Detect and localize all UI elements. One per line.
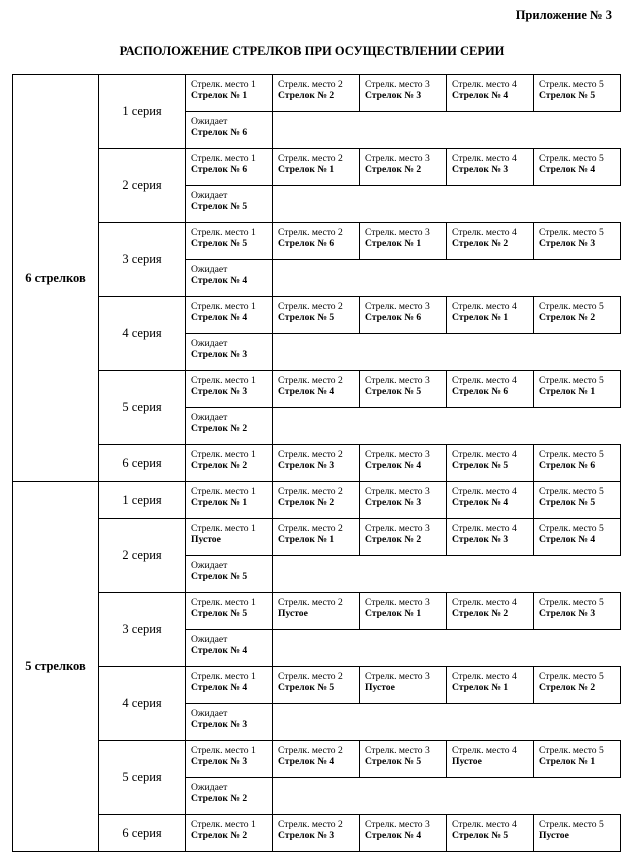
waiting-cell: [186, 556, 273, 593]
waiting-shooter: Стрелок № 3: [191, 349, 248, 360]
place-label: Стрелк. место 1: [191, 375, 256, 386]
position-cell: [273, 815, 360, 852]
shooter-label: Стрелок № 3: [365, 497, 422, 508]
appendix-label: Приложение № 3: [515, 8, 612, 22]
position-cell: [360, 519, 447, 556]
shooter-label: Стрелок № 2: [278, 90, 335, 101]
series-label: 2 серия: [99, 519, 186, 593]
position-cell: [447, 815, 534, 852]
place-label: Стрелк. место 4: [452, 745, 517, 756]
shooter-label: Стрелок № 2: [191, 830, 248, 841]
place-label: Стрелк. место 5: [539, 486, 604, 497]
shooter-label: Стрелок № 4: [365, 460, 422, 471]
position-cell: [447, 371, 534, 408]
series-label: 1 серия: [99, 482, 186, 519]
place-label: Стрелк. место 3: [365, 375, 430, 386]
series-label: 3 серия: [99, 223, 186, 297]
waiting-cell: [186, 704, 273, 741]
shooter-positions-table: [12, 74, 621, 852]
place-label: Стрелк. место 1: [191, 227, 256, 238]
position-cell: [447, 149, 534, 186]
position-cell: [534, 519, 621, 556]
place-label: Стрелк. место 3: [365, 486, 430, 497]
waiting-label: Ожидает: [191, 634, 228, 645]
place-label: Стрелк. место 5: [539, 79, 604, 90]
position-cell: [186, 593, 273, 630]
waiting-cell: [186, 334, 273, 371]
empty-area: [273, 260, 621, 297]
position-cell: [273, 445, 360, 482]
position-cell: [447, 75, 534, 112]
position-cell: [360, 667, 447, 704]
shooter-label: Стрелок № 5: [539, 90, 596, 101]
place-label: Стрелк. место 2: [278, 153, 343, 164]
shooter-label: Стрелок № 4: [539, 164, 596, 175]
empty-area: [273, 408, 621, 445]
place-label: Стрелк. место 3: [365, 523, 430, 534]
series-label: 5 серия: [99, 741, 186, 815]
place-label: Стрелк. место 2: [278, 523, 343, 534]
position-cell: [273, 371, 360, 408]
series-row: [13, 815, 621, 852]
position-cell: [360, 149, 447, 186]
empty-area: [273, 778, 621, 815]
position-cell: [273, 741, 360, 778]
position-cell: [534, 297, 621, 334]
position-cell: [534, 223, 621, 260]
shooter-label: Стрелок № 2: [365, 534, 422, 545]
shooter-label: Стрелок № 1: [452, 682, 509, 693]
position-cell: [186, 815, 273, 852]
place-label: Стрелк. место 2: [278, 375, 343, 386]
series-label: 3 серия: [99, 593, 186, 667]
place-label: Стрелк. место 1: [191, 819, 256, 830]
shooter-label: Пустое: [278, 608, 308, 619]
series-label: 5 серия: [99, 371, 186, 445]
position-cell: [360, 297, 447, 334]
shooter-label: Стрелок № 3: [539, 608, 596, 619]
waiting-cell: [186, 186, 273, 223]
place-label: Стрелк. место 5: [539, 597, 604, 608]
position-cell: [534, 445, 621, 482]
position-cell: [360, 75, 447, 112]
place-label: Стрелк. место 4: [452, 449, 517, 460]
shooter-label: Стрелок № 1: [539, 386, 596, 397]
position-cell: [360, 223, 447, 260]
place-label: Стрелк. место 4: [452, 227, 517, 238]
place-label: Стрелк. место 2: [278, 671, 343, 682]
shooter-label: Стрелок № 4: [539, 534, 596, 545]
series-row: [13, 667, 621, 704]
place-label: Стрелк. место 1: [191, 745, 256, 756]
shooter-label: Стрелок № 4: [278, 756, 335, 767]
shooter-label: Стрелок № 2: [191, 460, 248, 471]
shooter-label: Стрелок № 6: [452, 386, 509, 397]
shooter-label: Стрелок № 4: [191, 682, 248, 693]
series-row: [13, 297, 621, 334]
series-row: [13, 519, 621, 556]
place-label: Стрелк. место 1: [191, 301, 256, 312]
position-cell: [186, 371, 273, 408]
place-label: Стрелк. место 3: [365, 671, 430, 682]
shooter-label: Стрелок № 5: [278, 312, 335, 323]
place-label: Стрелк. место 3: [365, 597, 430, 608]
place-label: Стрелк. место 3: [365, 153, 430, 164]
shooter-label: Стрелок № 4: [452, 90, 509, 101]
shooter-label: Пустое: [365, 682, 395, 693]
position-cell: [186, 149, 273, 186]
place-label: Стрелк. место 1: [191, 486, 256, 497]
place-label: Стрелк. место 3: [365, 745, 430, 756]
place-label: Стрелк. место 2: [278, 227, 343, 238]
place-label: Стрелк. место 3: [365, 227, 430, 238]
series-row: [13, 482, 621, 519]
position-cell: [360, 445, 447, 482]
series-row: [13, 371, 621, 408]
shooter-label: Стрелок № 5: [278, 682, 335, 693]
waiting-label: Ожидает: [191, 412, 228, 423]
shooter-label: Стрелок № 1: [191, 497, 248, 508]
position-cell: [534, 75, 621, 112]
shooter-label: Стрелок № 1: [365, 608, 422, 619]
waiting-shooter: Стрелок № 6: [191, 127, 248, 138]
position-cell: [534, 741, 621, 778]
shooter-label: Стрелок № 5: [365, 756, 422, 767]
shooter-label: Стрелок № 1: [278, 534, 335, 545]
waiting-label: Ожидает: [191, 782, 228, 793]
waiting-cell: [186, 260, 273, 297]
place-label: Стрелк. место 1: [191, 523, 256, 534]
waiting-cell: [186, 112, 273, 149]
series-label: 6 серия: [99, 815, 186, 852]
shooter-label: Стрелок № 4: [191, 312, 248, 323]
series-label: 4 серия: [99, 667, 186, 741]
empty-area: [273, 186, 621, 223]
position-cell: [273, 297, 360, 334]
position-cell: [447, 593, 534, 630]
series-label: 2 серия: [99, 149, 186, 223]
place-label: Стрелк. место 4: [452, 486, 517, 497]
place-label: Стрелк. место 4: [452, 153, 517, 164]
shooter-label: Стрелок № 5: [539, 497, 596, 508]
waiting-label: Ожидает: [191, 264, 228, 275]
shooter-label: Стрелок № 5: [452, 460, 509, 471]
shooter-label: Стрелок № 3: [365, 90, 422, 101]
place-label: Стрелк. место 4: [452, 79, 517, 90]
place-label: Стрелк. место 4: [452, 301, 517, 312]
position-cell: [360, 741, 447, 778]
position-cell: [447, 297, 534, 334]
group-label: 5 стрелков: [13, 482, 99, 852]
shooter-label: Стрелок № 2: [452, 238, 509, 249]
place-label: Стрелк. место 2: [278, 597, 343, 608]
position-cell: [534, 815, 621, 852]
place-label: Стрелк. место 4: [452, 375, 517, 386]
position-cell: [447, 445, 534, 482]
shooter-label: Стрелок № 3: [191, 756, 248, 767]
position-cell: [360, 371, 447, 408]
position-cell: [534, 482, 621, 519]
shooter-label: Стрелок № 3: [452, 534, 509, 545]
waiting-label: Ожидает: [191, 338, 228, 349]
shooter-label: Стрелок № 6: [539, 460, 596, 471]
shooter-label: Стрелок № 6: [278, 238, 335, 249]
place-label: Стрелк. место 4: [452, 671, 517, 682]
series-row: [13, 741, 621, 778]
position-cell: [447, 741, 534, 778]
series-row: [13, 149, 621, 186]
waiting-shooter: Стрелок № 2: [191, 793, 248, 804]
place-label: Стрелк. место 5: [539, 745, 604, 756]
waiting-shooter: Стрелок № 5: [191, 201, 248, 212]
position-cell: [534, 593, 621, 630]
position-cell: [534, 149, 621, 186]
place-label: Стрелк. место 2: [278, 301, 343, 312]
position-cell: [360, 482, 447, 519]
place-label: Стрелк. место 3: [365, 819, 430, 830]
series-label: 1 серия: [99, 75, 186, 149]
waiting-label: Ожидает: [191, 116, 228, 127]
group-label: 6 стрелков: [13, 75, 99, 482]
position-cell: [447, 223, 534, 260]
place-label: Стрелк. место 5: [539, 227, 604, 238]
shooter-label: Стрелок № 2: [539, 682, 596, 693]
shooter-label: Стрелок № 1: [539, 756, 596, 767]
series-label: 4 серия: [99, 297, 186, 371]
shooter-label: Пустое: [191, 534, 221, 545]
waiting-cell: [186, 630, 273, 667]
empty-area: [273, 630, 621, 667]
place-label: Стрелк. место 3: [365, 449, 430, 460]
place-label: Стрелк. место 1: [191, 671, 256, 682]
waiting-shooter: Стрелок № 4: [191, 645, 248, 656]
position-cell: [534, 667, 621, 704]
shooter-label: Стрелок № 2: [452, 608, 509, 619]
place-label: Стрелк. место 5: [539, 375, 604, 386]
place-label: Стрелк. место 3: [365, 79, 430, 90]
series-row: [13, 593, 621, 630]
waiting-shooter: Стрелок № 2: [191, 423, 248, 434]
place-label: Стрелк. место 2: [278, 79, 343, 90]
shooter-label: Стрелок № 1: [278, 164, 335, 175]
position-cell: [360, 593, 447, 630]
position-cell: [186, 75, 273, 112]
place-label: Стрелк. место 1: [191, 153, 256, 164]
shooter-label: Стрелок № 1: [191, 90, 248, 101]
waiting-cell: [186, 778, 273, 815]
series-row: [13, 445, 621, 482]
shooter-label: Стрелок № 5: [452, 830, 509, 841]
position-cell: [534, 371, 621, 408]
position-cell: [273, 223, 360, 260]
waiting-cell: [186, 408, 273, 445]
position-cell: [186, 445, 273, 482]
page-title: РАСПОЛОЖЕНИЕ СТРЕЛКОВ ПРИ ОСУЩЕСТВЛЕНИИ СЕРИИ: [119, 44, 505, 58]
shooter-label: Стрелок № 2: [365, 164, 422, 175]
waiting-label: Ожидает: [191, 560, 228, 571]
shooter-label: Стрелок № 2: [278, 497, 335, 508]
place-label: Стрелк. место 4: [452, 523, 517, 534]
shooter-label: Стрелок № 3: [539, 238, 596, 249]
shooter-label: Стрелок № 6: [365, 312, 422, 323]
empty-area: [273, 556, 621, 593]
position-cell: [360, 815, 447, 852]
shooter-label: Стрелок № 1: [365, 238, 422, 249]
position-cell: [447, 482, 534, 519]
place-label: Стрелк. место 3: [365, 301, 430, 312]
shooter-label: Пустое: [539, 830, 569, 841]
position-cell: [273, 482, 360, 519]
shooter-label: Стрелок № 1: [452, 312, 509, 323]
place-label: Стрелк. место 1: [191, 79, 256, 90]
series-row: [13, 223, 621, 260]
position-cell: [186, 741, 273, 778]
place-label: Стрелк. место 1: [191, 449, 256, 460]
position-cell: [447, 519, 534, 556]
position-cell: [273, 75, 360, 112]
shooter-label: Пустое: [452, 756, 482, 767]
shooter-label: Стрелок № 3: [278, 830, 335, 841]
waiting-shooter: Стрелок № 4: [191, 275, 248, 286]
shooter-label: Стрелок № 5: [191, 238, 248, 249]
position-cell: [186, 667, 273, 704]
shooter-label: Стрелок № 4: [365, 830, 422, 841]
shooter-label: Стрелок № 3: [278, 460, 335, 471]
series-label: 6 серия: [99, 445, 186, 482]
position-cell: [186, 519, 273, 556]
shooter-label: Стрелок № 5: [191, 608, 248, 619]
series-row: [13, 75, 621, 112]
shooter-label: Стрелок № 4: [452, 497, 509, 508]
shooter-label: Стрелок № 5: [365, 386, 422, 397]
shooter-label: Стрелок № 2: [539, 312, 596, 323]
position-cell: [186, 223, 273, 260]
place-label: Стрелк. место 4: [452, 597, 517, 608]
place-label: Стрелк. место 5: [539, 819, 604, 830]
empty-area: [273, 704, 621, 741]
place-label: Стрелк. место 5: [539, 153, 604, 164]
place-label: Стрелк. место 2: [278, 819, 343, 830]
shooter-label: Стрелок № 3: [191, 386, 248, 397]
place-label: Стрелк. место 2: [278, 449, 343, 460]
place-label: Стрелк. место 1: [191, 597, 256, 608]
empty-area: [273, 112, 621, 149]
position-cell: [447, 667, 534, 704]
position-cell: [273, 667, 360, 704]
place-label: Стрелк. место 5: [539, 671, 604, 682]
place-label: Стрелк. место 2: [278, 745, 343, 756]
place-label: Стрелк. место 5: [539, 449, 604, 460]
place-label: Стрелк. место 2: [278, 486, 343, 497]
waiting-label: Ожидает: [191, 190, 228, 201]
shooter-label: Стрелок № 3: [452, 164, 509, 175]
shooter-label: Стрелок № 4: [278, 386, 335, 397]
place-label: Стрелк. место 5: [539, 523, 604, 534]
place-label: Стрелк. место 5: [539, 301, 604, 312]
empty-area: [273, 334, 621, 371]
position-cell: [273, 593, 360, 630]
shooter-label: Стрелок № 6: [191, 164, 248, 175]
waiting-shooter: Стрелок № 5: [191, 571, 248, 582]
waiting-shooter: Стрелок № 3: [191, 719, 248, 730]
position-cell: [273, 519, 360, 556]
waiting-label: Ожидает: [191, 708, 228, 719]
position-cell: [186, 297, 273, 334]
position-cell: [186, 482, 273, 519]
place-label: Стрелк. место 4: [452, 819, 517, 830]
position-cell: [273, 149, 360, 186]
